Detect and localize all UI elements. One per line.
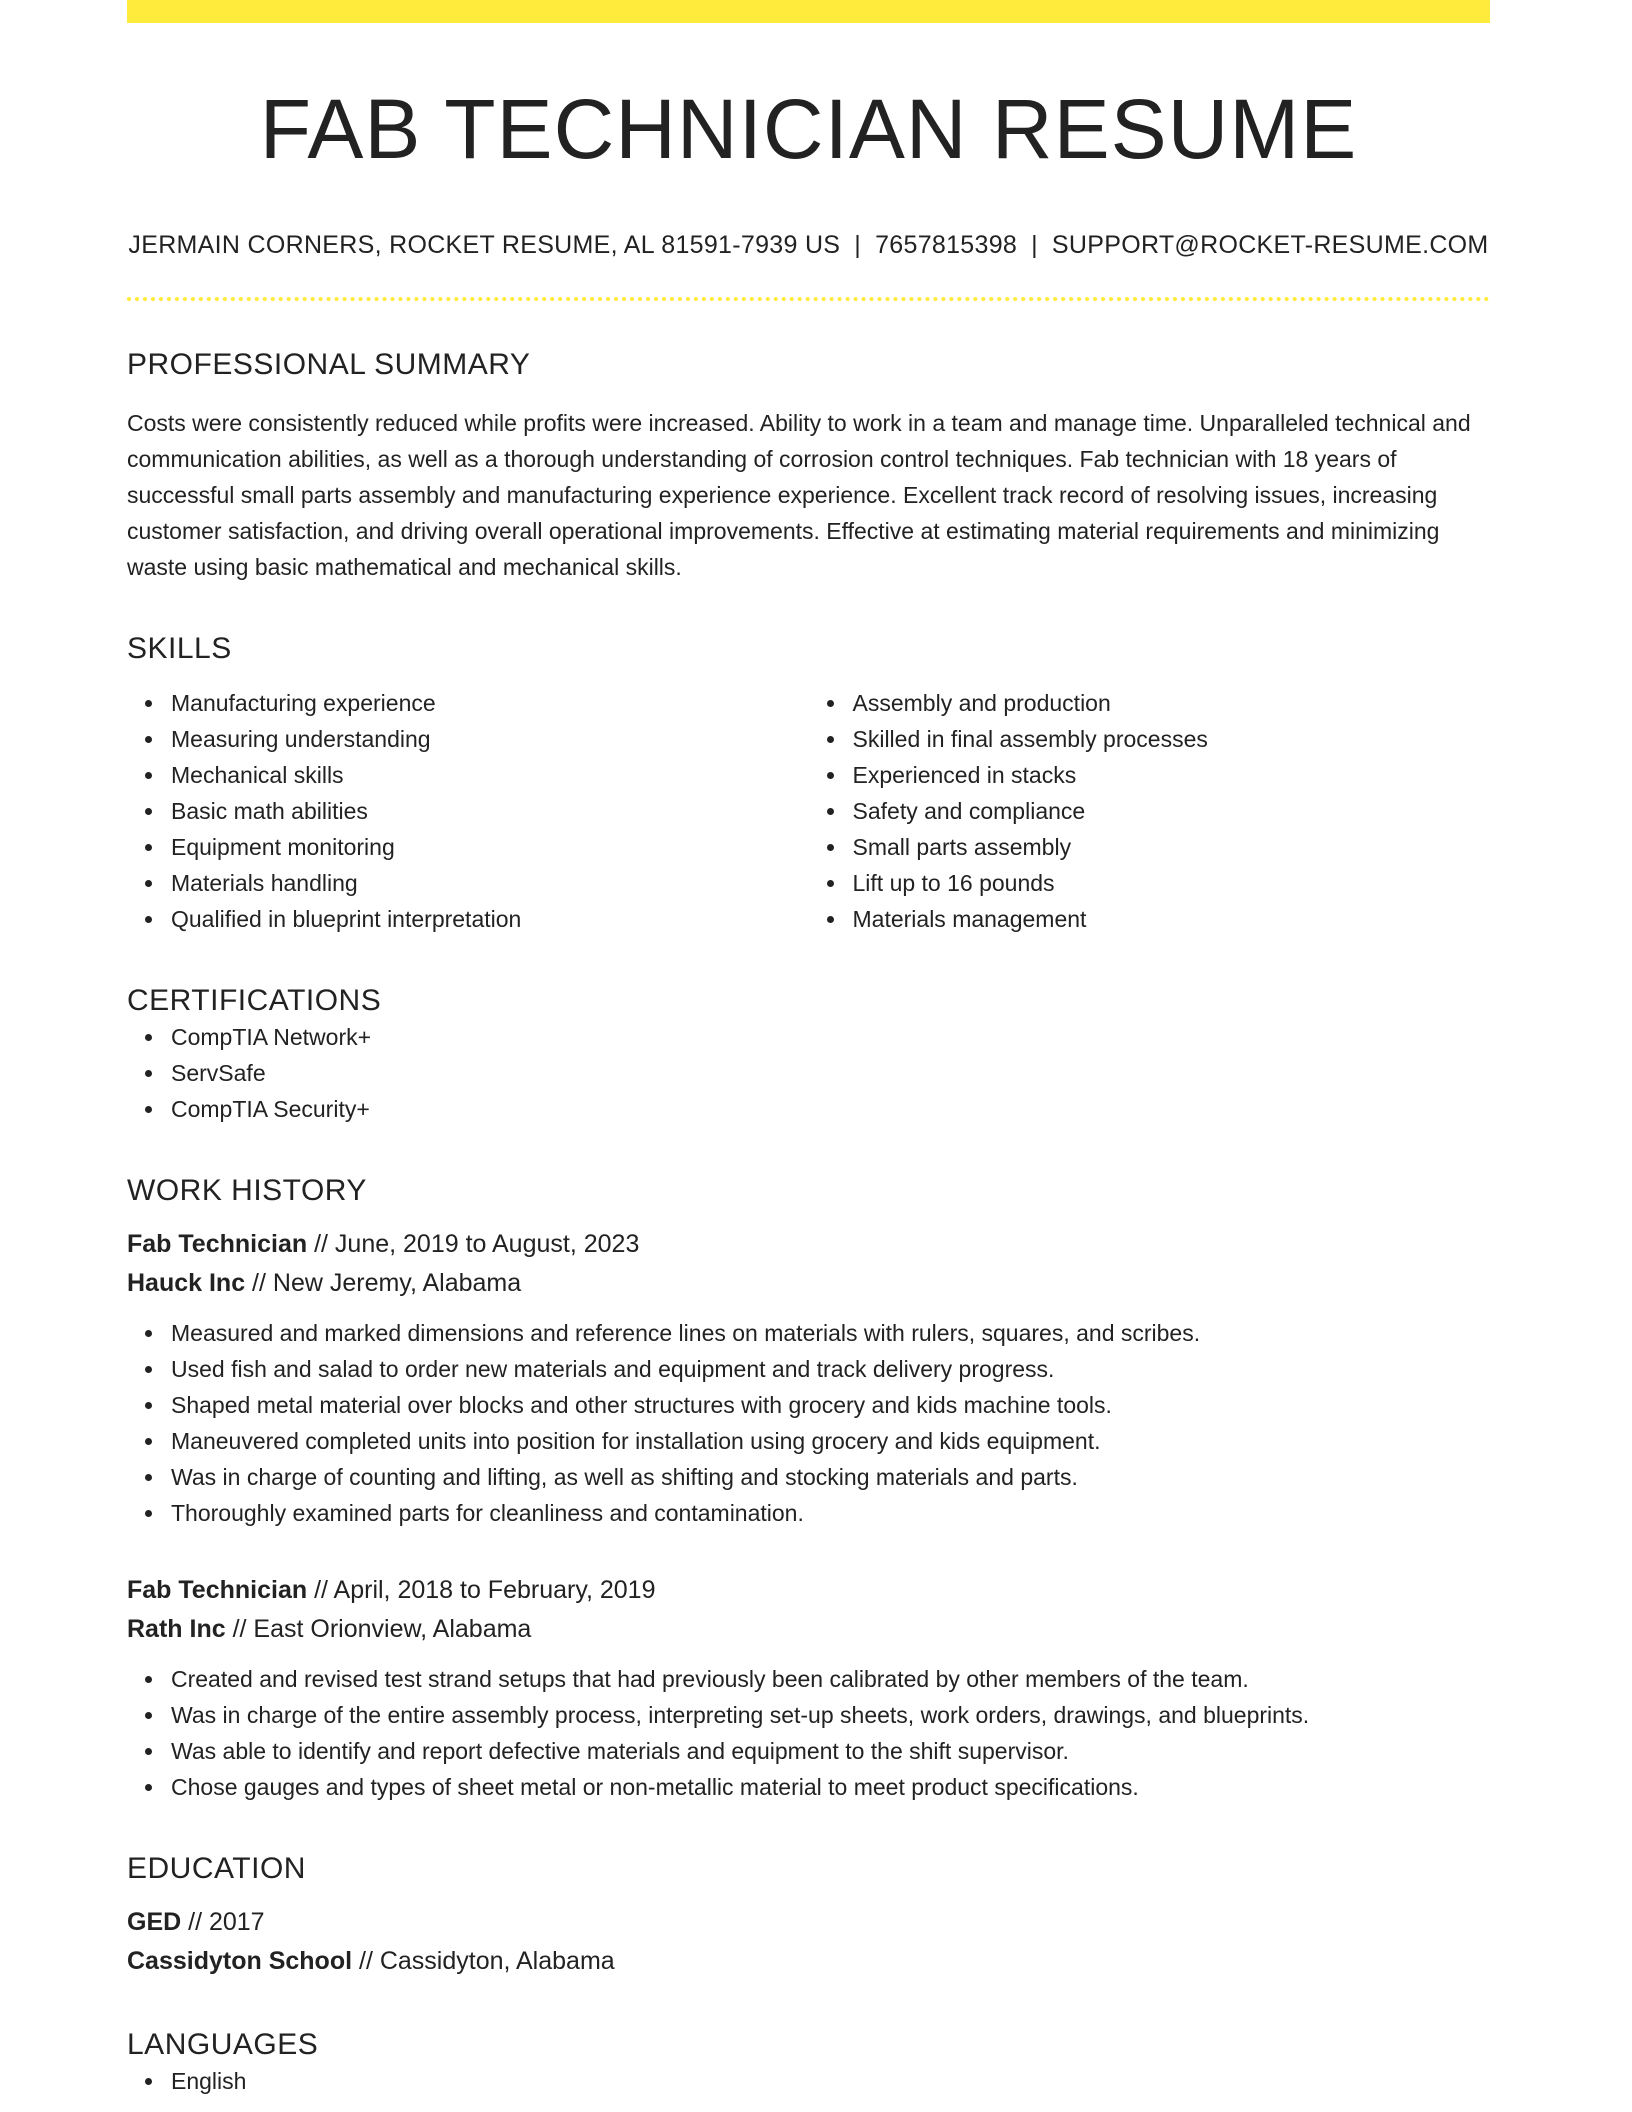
education-school-line	[127, 1942, 1490, 1981]
top-accent-bar	[127, 0, 1490, 23]
languages-list	[127, 2063, 1490, 2099]
job-duty-item: Was in charge of the entire assembly process, interpreting set-up sheets, work orders, drawings, and blueprints.	[171, 1697, 1490, 1733]
job-dates: // April, 2018 to February, 2019	[307, 1576, 656, 1605]
skills-heading: SKILLS	[127, 632, 232, 666]
skill-item: Lift up to 16 pounds	[853, 865, 1491, 901]
skills-right-list	[809, 685, 1491, 937]
skills-left-list	[127, 685, 809, 937]
job-title: Fab Technician	[127, 1576, 308, 1605]
skill-item: Skilled in final assembly processes	[853, 721, 1491, 757]
work-history-section	[127, 1173, 1490, 1805]
job-duty-item: Was able to identify and report defective materials and equipment to the shift supervisor.	[171, 1733, 1490, 1769]
job-entry	[127, 1571, 1490, 1805]
skill-item: Small parts assembly	[853, 829, 1491, 865]
education-location: // Cassidyton, Alabama	[352, 1947, 615, 1976]
job-company-line	[127, 1610, 1490, 1649]
job-company: Rath Inc	[127, 1615, 226, 1644]
languages-section	[127, 2027, 1490, 2099]
summary-text: Costs were consistently reduced while profits were increased. Ability to work in a team and manage time. Unparalleled technical and communication abilities, as well as a thorough understanding of corrosion control techniques. Fab technician with 18 years of successful small parts assembly and manufacturing experience experience. Excellent track record of resolving issues, increasing customer satisfaction, and driving overall operational improvements. Effective at estimating material requirements and minimizing waste using basic mathematical and mechanical skills.	[127, 410, 1471, 581]
skill-item: Equipment monitoring	[171, 829, 809, 865]
job-entry	[127, 1225, 1490, 1531]
dotted-divider	[127, 297, 1490, 301]
contact-phone: 7657815398	[875, 231, 1018, 260]
job-location: // East Orionview, Alabama	[225, 1615, 532, 1644]
certifications-list	[127, 1019, 1490, 1127]
skill-item: Manufacturing experience	[171, 685, 809, 721]
job-duty-item: Maneuvered completed units into position for installation using grocery and kids equipment.	[171, 1423, 1490, 1459]
job-company: Hauck Inc	[127, 1269, 246, 1298]
work-history-heading: WORK HISTORY	[127, 1174, 367, 1208]
summary-heading: PROFESSIONAL SUMMARY	[127, 348, 531, 382]
language-item: English	[171, 2063, 1490, 2099]
job-duties-list	[127, 1661, 1490, 1805]
job-title: Fab Technician	[127, 1230, 308, 1259]
contact-email: SUPPORT@ROCKET-RESUME.COM	[1051, 231, 1489, 260]
skill-item: Assembly and production	[853, 685, 1491, 721]
education-entry	[127, 1903, 1490, 1981]
certification-item: CompTIA Network+	[171, 1019, 1490, 1055]
certifications-section	[127, 983, 1490, 1127]
education-section	[127, 1851, 1490, 1981]
job-dates: // June, 2019 to August, 2023	[307, 1230, 640, 1259]
job-duty-item: Thoroughly examined parts for cleanliness and contamination.	[171, 1495, 1490, 1531]
summary-section	[127, 347, 1490, 585]
job-duty-item: Used fish and salad to order new materials and equipment and track delivery progress.	[171, 1351, 1490, 1387]
job-location: // New Jeremy, Alabama	[245, 1269, 522, 1298]
certifications-heading: CERTIFICATIONS	[127, 984, 382, 1018]
job-duty-item: Chose gauges and types of sheet metal or non-metallic material to meet product specifications.	[171, 1769, 1490, 1805]
job-title-line	[127, 1225, 1490, 1264]
resume-page	[127, 0, 1490, 2099]
job-duty-item: Shaped metal material over blocks and other structures with grocery and kids machine tools.	[171, 1387, 1490, 1423]
skill-item: Mechanical skills	[171, 757, 809, 793]
skill-item: Measuring understanding	[171, 721, 809, 757]
certification-item: CompTIA Security+	[171, 1091, 1490, 1127]
contact-separator: |	[854, 231, 862, 260]
skills-section	[127, 631, 1490, 937]
skill-item: Basic math abilities	[171, 793, 809, 829]
contact-address: JERMAIN CORNERS, ROCKET RESUME, AL 81591-7939 US	[128, 231, 841, 260]
education-heading: EDUCATION	[127, 1852, 306, 1886]
skill-item: Materials handling	[171, 865, 809, 901]
resume-title: FAB TECHNICIAN RESUME	[259, 82, 1358, 176]
certification-item: ServSafe	[171, 1055, 1490, 1091]
skills-columns	[127, 685, 1490, 937]
skill-item: Safety and compliance	[853, 793, 1491, 829]
languages-heading: LANGUAGES	[127, 2028, 319, 2062]
job-company-line	[127, 1264, 1490, 1303]
education-degree: GED	[127, 1908, 182, 1937]
job-duty-item: Created and revised test strand setups that had previously been calibrated by other members of the team.	[171, 1661, 1490, 1697]
skill-item: Experienced in stacks	[853, 757, 1491, 793]
job-duty-item: Was in charge of counting and lifting, as well as shifting and stocking materials and parts.	[171, 1459, 1490, 1495]
skill-item: Materials management	[853, 901, 1491, 937]
job-title-line	[127, 1571, 1490, 1610]
skill-item: Qualified in blueprint interpretation	[171, 901, 809, 937]
job-duties-list	[127, 1315, 1490, 1531]
job-duty-item: Measured and marked dimensions and reference lines on materials with rulers, squares, and scribes.	[171, 1315, 1490, 1351]
education-year: // 2017	[181, 1908, 265, 1937]
education-degree-line	[127, 1903, 1490, 1942]
education-school: Cassidyton School	[127, 1947, 353, 1976]
contact-line	[127, 231, 1490, 260]
contact-separator: |	[1031, 231, 1038, 260]
